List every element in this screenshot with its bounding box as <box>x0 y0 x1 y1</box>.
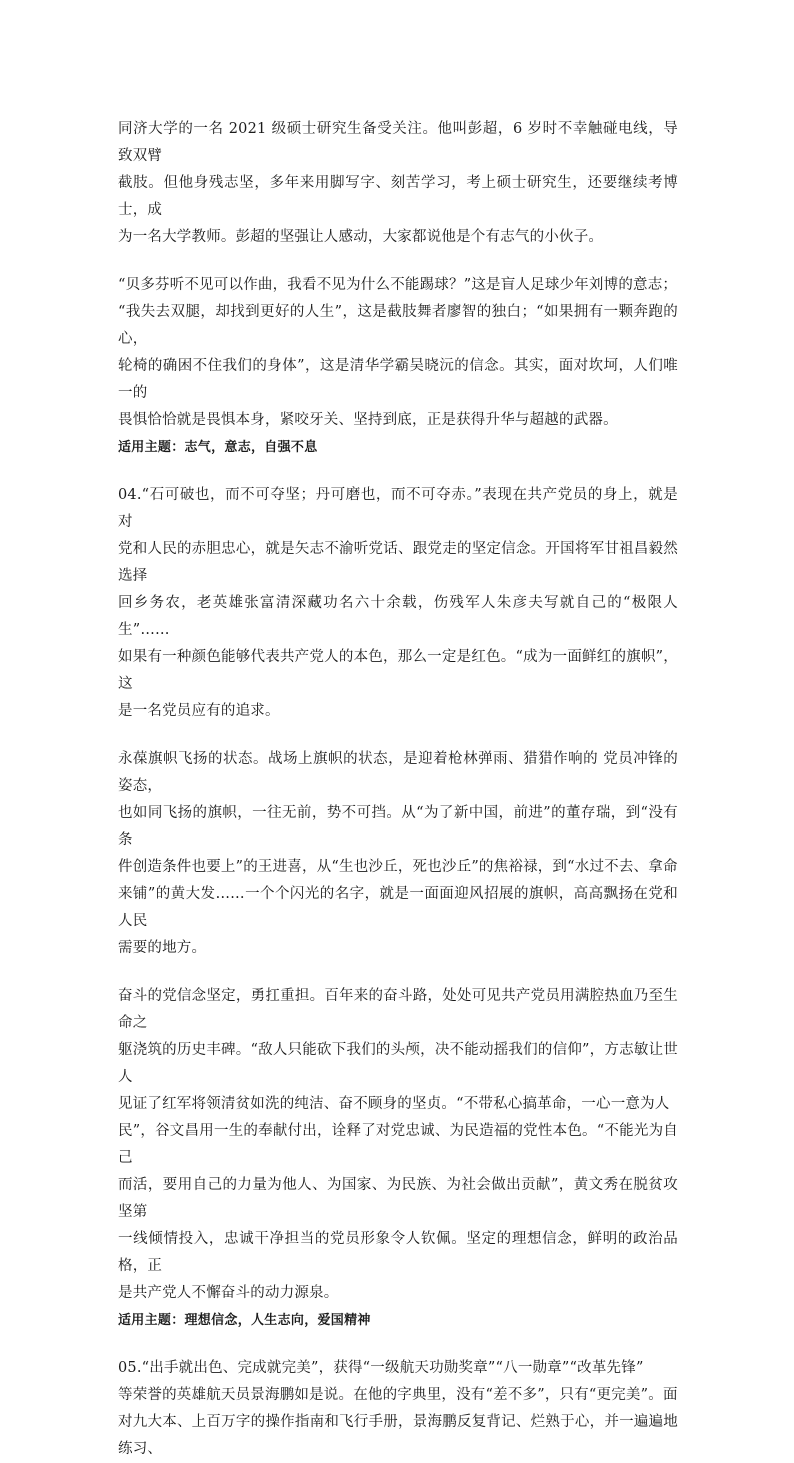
text-line: 截肢。但他身残志坚，多年来用脚写字、刻苦学习，考上硕士研究生，还要继续考博士，成 <box>118 175 678 218</box>
text-line: 等荣誉的英雄航天员景海鹏如是说。在他的字典里，没有“差不多”，只有“更完美”。面 <box>118 1387 678 1403</box>
text-line: 永葆旗帜飞扬的状态。战场上旗帜的状态，是迎着枪林弹雨、猎猎作响的 党员冲锋的姿态， <box>118 751 678 794</box>
text-line: 奋斗的党信念坚定，勇扛重担。百年来的奋斗路，处处可见共产党员用满腔热血乃至生命之 <box>118 988 678 1031</box>
paragraph-flag <box>118 746 678 962</box>
paragraph-04 <box>118 482 678 725</box>
paragraph-struggle <box>118 983 678 1334</box>
text-line: “我失去双腿，却找到更好的人生”，这是截肢舞者廖智的独白；“如果拥有一颗奔跑的心， <box>118 304 678 347</box>
text-line: 是一名党员应有的追求。 <box>118 703 280 719</box>
paragraph-beethoven <box>118 272 678 461</box>
text-line: 件创造条件也要上”的王进喜，从“生也沙丘，死也沙丘”的焦裕禄，到“水过不去、拿命 <box>118 859 678 875</box>
text-line: 04.“石可破也，而不可夺坚；丹可磨也，而不可夺赤。”表现在共产党员的身上，就是对 <box>118 487 678 530</box>
text-line: 如果有一种颜色能够代表共产党人的本色，那么一定是红色。“成为一面鲜红的旗帜”，这 <box>118 649 678 692</box>
paragraph-peng-chao <box>118 116 678 251</box>
text-line: 需要的地方。 <box>118 940 207 956</box>
text-line: 为一名大学教师。彭超的坚强让人感动，大家都说他是个有志气的小伙子。 <box>118 229 604 245</box>
text-line: 一线倾情投入，忠诚干净担当的党员形象令人钦佩。坚定的理想信念，鲜明的政治品格，正 <box>118 1231 678 1274</box>
text-line: 见证了红军将领清贫如洗的纯洁、奋不顾身的坚贞。“不带私心搞革命，一心一意为人 <box>118 1096 670 1112</box>
text-line: 是共产党人不懈奋斗的动力源泉。 <box>118 1285 339 1301</box>
text-line: 来铺”的黄大发……一个个闪光的名字，就是一面面迎风招展的旗帜，高高飘扬在党和人民 <box>118 886 678 929</box>
topic-label: 适用主题：理想信念，人生志向，爱国精神 <box>118 1313 371 1328</box>
text-line: 民”，谷文昌用一生的奉献付出，诠释了对党忠诚、为民造福的党性本色。“不能光为自己 <box>118 1123 678 1166</box>
text-line: “贝多芬听不见可以作曲，我看不见为什么不能踢球？”这是盲人足球少年刘博的意志； <box>118 277 678 293</box>
text-line: 05.“出手就出色、完成就完美”，获得“一级航天功勋奖章”“八一勋章”“改革先锋” <box>118 1360 644 1376</box>
text-line: 同济大学的一名 2021 级硕士研究生备受关注。他叫彭超，6 岁时不幸触碰电线，导致双臂 <box>118 121 678 164</box>
topic-label: 适用主题：志气，意志，自强不息 <box>118 440 318 455</box>
text-line: 党和人民的赤胆忠心，就是矢志不渝听党话、跟党走的坚定信念。开国将军甘祖昌毅然选择 <box>118 541 678 584</box>
text-line: 也如同飞扬的旗帜，一往无前，势不可挡。从“为了新中国，前进”的董存瑞，到“没有条 <box>118 805 678 848</box>
text-line: 轮椅的确困不住我们的身体”，这是清华学霸吴晓沅的信念。其实，面对坎坷，人们唯一的 <box>118 358 678 401</box>
document-page <box>118 116 678 1463</box>
paragraph-05 <box>118 1355 678 1463</box>
text-line: 回乡务农，老英雄张富清深藏功名六十余载，伤残军人朱彦夫写就自己的“极限人生”…… <box>118 595 678 638</box>
text-line: 而活，要用自己的力量为他人、为国家、为民族、为社会做出贡献”，黄文秀在脱贫攻坚第 <box>118 1177 678 1220</box>
text-line: 畏惧恰恰就是畏惧本身，紧咬牙关、坚持到底，正是获得升华与超越的武器。 <box>118 412 618 428</box>
text-line: 躯浇筑的历史丰碑。“敌人只能砍下我们的头颅，决不能动摇我们的信仰”，方志敏让世人 <box>118 1042 678 1085</box>
text-line: 对九大本、上百万字的操作指南和飞行手册，景海鹏反复背记、烂熟于心，并一遍遍地练习、 <box>118 1414 678 1457</box>
